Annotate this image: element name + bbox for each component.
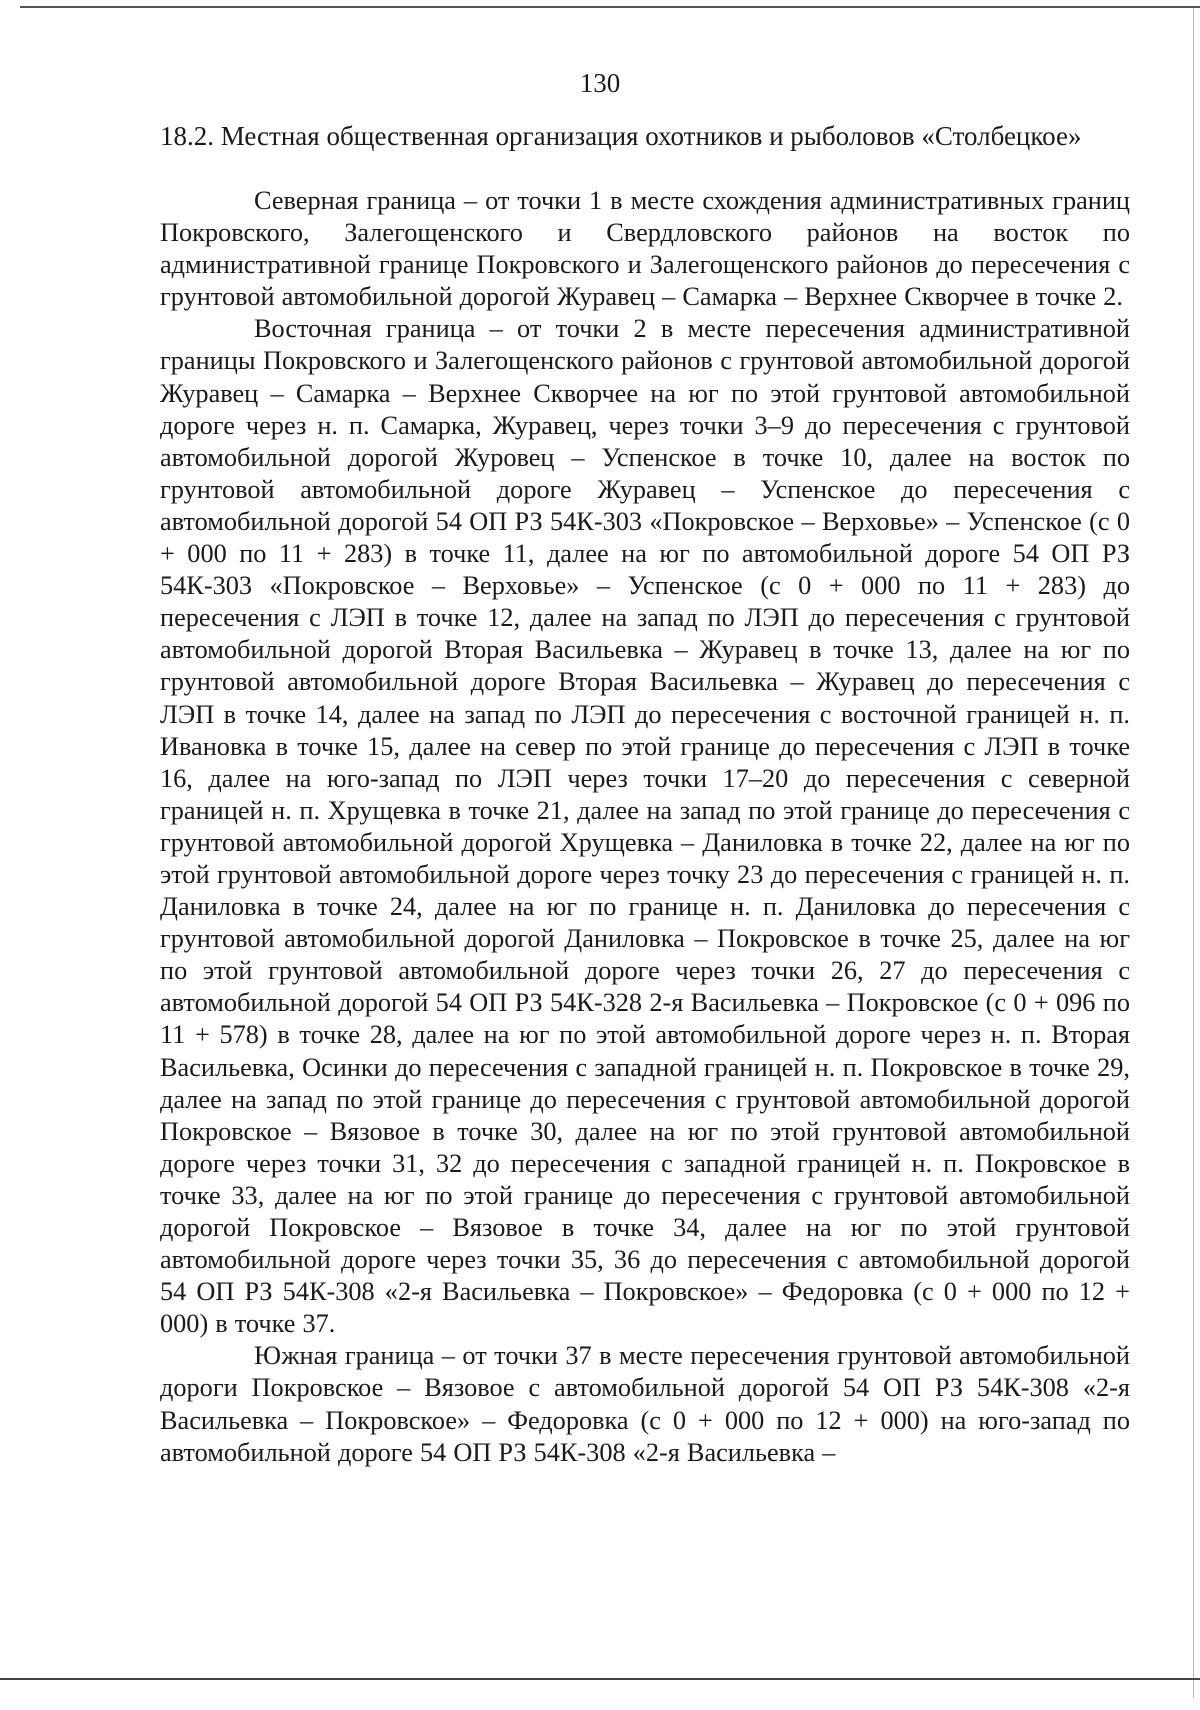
scan-edge-top	[20, 6, 1200, 8]
section-heading: 18.2. Местная общественная организация охотников и рыболовов «Столбецкое»	[160, 121, 1082, 151]
paragraph-northern-border: Северная граница – от точки 1 в месте схождения административных границ Покровского, Залегощенского и Свердловского районов на восток по административной границе Покровского и Залегощенского районов до пересечения с грунтовой автомобильной дорогой Журавец – Самарка – Верхнее Скворчее в точке 2.	[160, 186, 1130, 312]
paragraph-southern-border: Южная граница – от точки 37 в месте пересечения грунтовой автомобильной дороги Покровское – Вязовое с автомобильной дорогой 54 ОП РЗ 54К-308 «2-я Васильевка – Покровское» – Федоровка (с 0 + 000 по 12 + 000) на юго-запад по автомобильной дороге 54 ОП РЗ 54К-308 «2-я Васильевка –	[160, 1341, 1130, 1467]
body-text	[160, 185, 1130, 1469]
paragraph-eastern-border: Восточная граница – от точки 2 в месте пересечения административной границы Покровского и Залегощенского районов с грунтовой автомобильной дорогой Журавец – Самарка – Верхнее Скворчее на юг по этой грунтовой автомобильной дороге через н. п. Самарка, Журавец, через точки 3–9 до пересечения с грунтовой автомобильной дорогой Журовец – Успенское в точке 10, далее на восток по грунтовой автомобильной дороге Журавец – Успенское до пересечения с автомобильной дорогой 54 ОП РЗ 54К-303 «Покровское – Верховье» – Успенское (с 0 + 000 по 11 + 283) в точке 11, далее на юг по автомобильной дороге 54 ОП РЗ 54К-303 «Покровское – Верховье» – Успенское (с 0 + 000 по 11 + 283) до пересечения с ЛЭП в точке 12, далее на запад по ЛЭП до пересечения с грунтовой автомобильной дорогой Вторая Васильевка – Журавец в точке 13, далее на юг по грунтовой автомобильной дороге Вторая Васильевка – Журавец до пересечения с ЛЭП в точке 14, далее на запад по ЛЭП до пересечения с восточной границей н. п. Ивановка в точке 15, далее на север по этой границе до пересечения с ЛЭП в точке 16, далее на юго-запад по ЛЭП через точки 17–20 до пересечения с северной границей н. п. Хрущевка в точке 21, далее на запад по этой границе до пересечения с грунтовой автомобильной дорогой Хрущевка – Даниловка в точке 22, далее на юг по этой грунтовой автомобильной дороге через точку 23 до пересечения с границей н. п. Даниловка в точке 24, далее на юг по границе н. п. Даниловка до пересечения с грунтовой автомобильной дорогой Даниловка – Покровское в точке 25, далее на юг по этой грунтовой автомобильной дороге через точки 26, 27 до пересечения с автомобильной дорогой 54 ОП РЗ 54К-328 2-я Васильевка – Покровское (с 0 + 096 по 11 + 578) в точке 28, далее на юг по этой автомобильной дороге через н. п. Вторая Васильевка, Осинки до пересечения с западной границей н. п. Покровское в точке 29, далее на запад по этой границе до пересечения с грунтовой автомобильной дорогой Покровское – Вязовое в точке 30, далее на юг по этой грунтовой автомобильной дороге через точки 31, 32 до пересечения с западной границей н. п. Покровское в точке 33, далее на юг по этой границе до пересечения с грунтовой автомобильной дорогой Покровское – Вязовое в точке 34, далее на юг по этой грунтовой автомобильной дороге через точки 35, 36 до пересечения с автомобильной дорогой 54 ОП РЗ 54К-308 «2-я Васильевка – Покровское» – Федоровка (с 0 + 000 по 12 + 000) в точке 37.	[160, 314, 1130, 1339]
page-number: 130	[579, 68, 621, 98]
scan-edge-right	[1193, 8, 1194, 1698]
scan-edge-bottom	[0, 1678, 1200, 1680]
